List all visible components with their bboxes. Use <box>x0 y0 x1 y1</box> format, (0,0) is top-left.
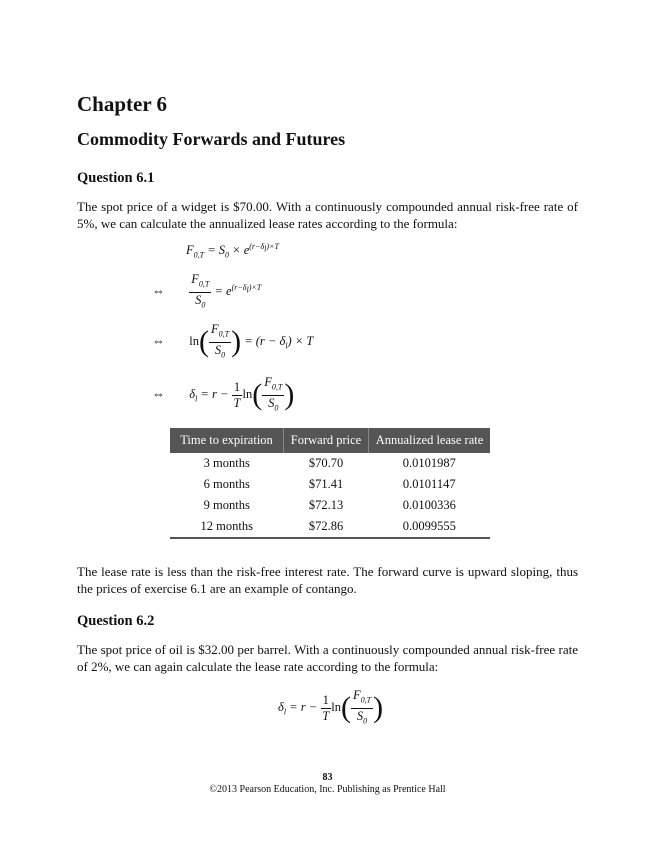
lease-rate-table <box>170 428 490 539</box>
cell-time: 12 months <box>170 516 284 538</box>
cell-time: 9 months <box>203 498 250 512</box>
header-annualized-lease-rate: Annualized lease rate <box>369 428 491 453</box>
cell-lease-rate: 0.0101147 <box>402 477 456 491</box>
page-number: 83 <box>322 772 333 783</box>
cell-time: 6 months <box>203 477 250 491</box>
cell-lease-rate: 0.0100336 <box>402 498 456 512</box>
cell-forward-price: $72.13 <box>308 498 344 512</box>
table-row <box>170 495 490 516</box>
table-header-row <box>170 428 490 453</box>
header-forward-price: Forward price <box>284 428 369 453</box>
iff-symbol: ⇔ <box>152 332 165 348</box>
table-row <box>170 516 490 538</box>
iff-symbol: ⇔ <box>152 282 165 298</box>
equation-lease-rate-q2: $\delta_l = r$ − $\frac{1}{T}$ ln( $\frac{F_{0,T}}{S_0}$ ) <box>278 688 384 725</box>
equation-forward-price: $F_{0,T} = S_0 \times e^{(r-\delta_l)\times T}$ <box>186 242 279 260</box>
cell-lease-rate: 0.0099555 <box>369 516 491 538</box>
question-6-1-conclusion: The lease rate is less than the risk-free interest rate. The forward curve is upward sloping, thus the prices of exercise 6.1 are an example of contango. <box>77 564 578 596</box>
cell-time: 3 months <box>203 456 250 470</box>
cell-forward-price: $71.41 <box>308 477 344 491</box>
question-6-1-heading: Question 6.1 <box>77 170 155 186</box>
table-row <box>170 453 490 474</box>
cell-forward-price: $72.86 <box>284 516 369 538</box>
question-6-1-paragraph: The spot price of a widget is $70.00. With a continuously compounded annual risk-free rate of 5%, we can calculate the annualized lease rates according to the formula: <box>77 199 578 231</box>
page-footer <box>0 772 655 796</box>
cell-forward-price: $70.70 <box>308 456 344 470</box>
iff-symbol: ⇔ <box>152 385 165 401</box>
equation-log: ⇔ ln( $\frac{F_{0,T}}{S_0}$ ) = $(r - \delta_l) \times T$ <box>152 322 314 359</box>
chapter-subtitle: Commodity Forwards and Futures <box>77 129 346 149</box>
copyright-notice: ©2013 Pearson Education, Inc. Publishing as Prentice Hall <box>209 784 446 795</box>
question-6-2-paragraph: The spot price of oil is $32.00 per barrel. With a continuously compounded annual risk-free rate of 2%, we can again calculate the lease rate according to the formula: <box>77 642 578 674</box>
header-time-to-expiration: Time to expiration <box>170 428 284 453</box>
chapter-title: Chapter 6 <box>77 92 168 116</box>
question-6-2-heading: Question 6.2 <box>77 613 155 629</box>
table-row <box>170 474 490 495</box>
equation-lease-rate: ⇔ $\delta_l = r$ − $\frac{1}{T}$ ln( $\frac{F_{0,T}}{S_0}$ ) <box>152 375 295 412</box>
cell-lease-rate: 0.0101987 <box>402 456 456 470</box>
equation-ratio: ⇔ $\frac{F_{0,T}}{S_0}$ = $e^{(r-\delta_l)\times T}$ <box>152 272 262 309</box>
